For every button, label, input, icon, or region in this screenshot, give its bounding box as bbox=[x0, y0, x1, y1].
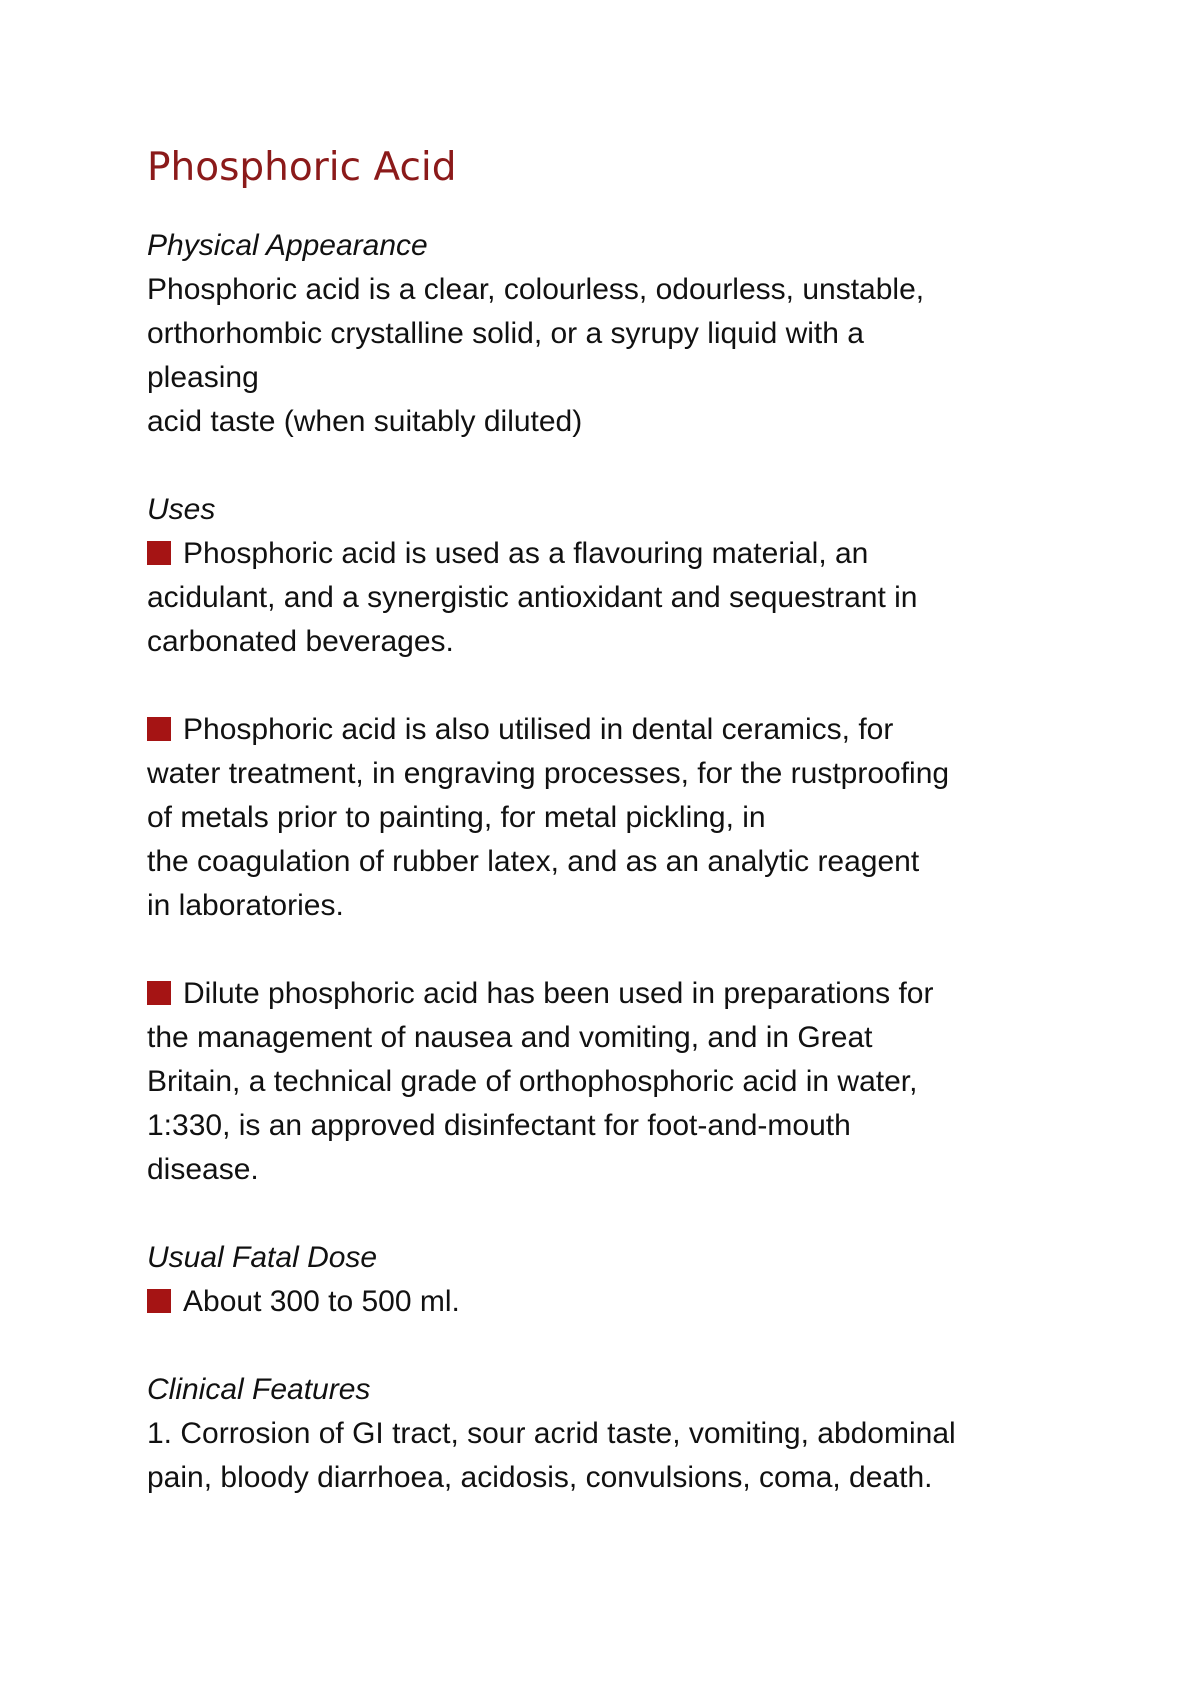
section-physical-appearance bbox=[147, 224, 1067, 444]
section-clinical-features bbox=[147, 1368, 1067, 1500]
text-line: orthorhombic crystalline solid, or a syrupy liquid with a bbox=[147, 317, 864, 350]
text-line: the coagulation of rubber latex, and as an analytic reagent bbox=[147, 845, 920, 878]
document-page bbox=[147, 140, 1067, 1500]
page-title: Phosphoric Acid bbox=[147, 145, 457, 190]
bullet-item bbox=[147, 708, 1067, 928]
spacer bbox=[147, 664, 1067, 708]
text-line: of metals prior to painting, for metal pickling, in bbox=[147, 801, 766, 834]
text-line bbox=[147, 1280, 1067, 1324]
section-uses bbox=[147, 488, 1067, 1192]
text-line: carbonated beverages. bbox=[147, 625, 454, 658]
section-heading-usual-fatal-dose: Usual Fatal Dose bbox=[147, 1241, 378, 1274]
section-heading-physical-appearance: Physical Appearance bbox=[147, 229, 428, 262]
text-line: acidulant, and a synergistic antioxidant and sequestrant in bbox=[147, 581, 918, 614]
bullet-item bbox=[147, 1280, 1067, 1324]
text-line: Phosphoric acid is a clear, colourless, odourless, unstable, bbox=[147, 273, 925, 306]
bullet-item bbox=[147, 972, 1067, 1192]
section-heading-uses: Uses bbox=[147, 493, 216, 526]
text-line bbox=[147, 972, 1067, 1016]
text-line: the management of nausea and vomiting, and in Great bbox=[147, 1021, 873, 1054]
bullet-text: Dilute phosphoric acid has been used in preparations for bbox=[183, 977, 934, 1010]
spacer bbox=[147, 928, 1067, 972]
spacer bbox=[147, 1324, 1067, 1368]
text-line: water treatment, in engraving processes, for the rustproofing bbox=[147, 757, 950, 790]
text-line: acid taste (when suitably diluted) bbox=[147, 405, 583, 438]
square-bullet-icon bbox=[147, 1289, 171, 1313]
text-line: pain, bloody diarrhoea, acidosis, convulsions, coma, death. bbox=[147, 1461, 933, 1494]
text-line: 1. Corrosion of GI tract, sour acrid taste, vomiting, abdominal bbox=[147, 1417, 956, 1450]
text-line: 1:330, is an approved disinfectant for foot-and-mouth bbox=[147, 1109, 851, 1142]
text-line: Britain, a technical grade of orthophosphoric acid in water, bbox=[147, 1065, 918, 1098]
bullet-text: Phosphoric acid is also utilised in dental ceramics, for bbox=[183, 713, 894, 746]
bullet-text: About 300 to 500 ml. bbox=[183, 1285, 460, 1318]
square-bullet-icon bbox=[147, 981, 171, 1005]
bullet-item bbox=[147, 532, 1067, 664]
bullet-text: Phosphoric acid is used as a flavouring material, an bbox=[183, 537, 869, 570]
text-line bbox=[147, 708, 1067, 752]
square-bullet-icon bbox=[147, 717, 171, 741]
text-line: disease. bbox=[147, 1153, 259, 1186]
section-usual-fatal-dose bbox=[147, 1236, 1067, 1324]
spacer bbox=[147, 1192, 1067, 1236]
spacer bbox=[147, 444, 1067, 488]
section-heading-clinical-features: Clinical Features bbox=[147, 1373, 371, 1406]
square-bullet-icon bbox=[147, 541, 171, 565]
text-line: pleasing bbox=[147, 361, 259, 394]
text-line: in laboratories. bbox=[147, 889, 344, 922]
text-line bbox=[147, 532, 1067, 576]
